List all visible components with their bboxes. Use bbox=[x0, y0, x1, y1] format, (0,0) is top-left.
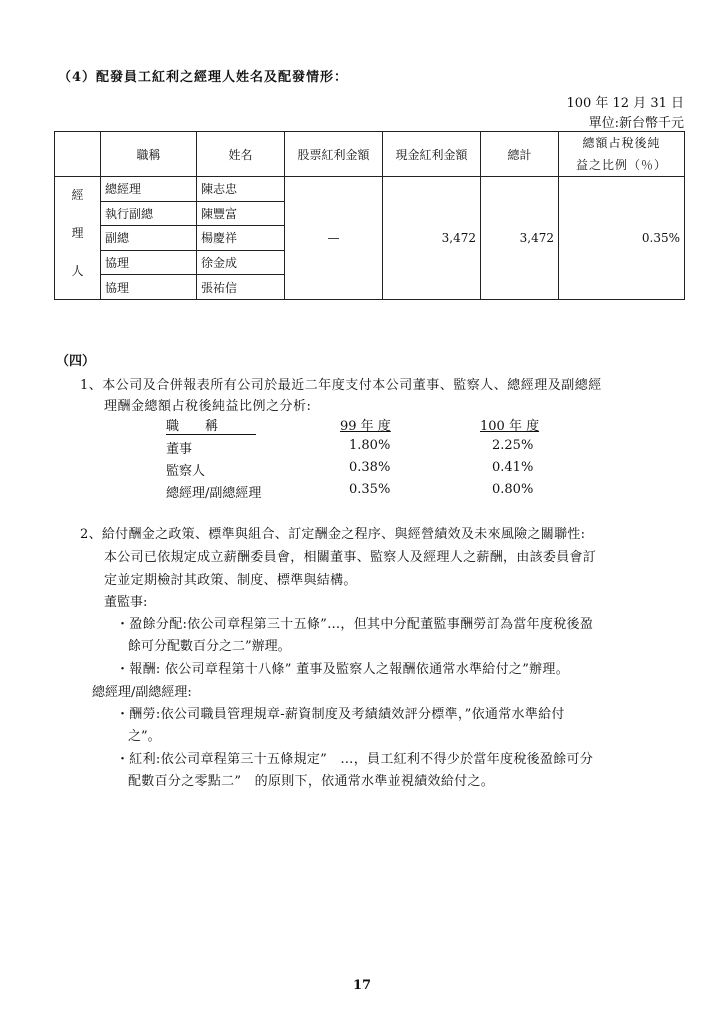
header-ratio bbox=[559, 132, 685, 177]
bonus-distribution-table bbox=[54, 131, 685, 300]
directors-label: 董監事: bbox=[104, 595, 148, 610]
managers-bonus-line2: 配數百分之零點二” 的原則下，依通常水準並視績效給付之。 bbox=[128, 774, 495, 789]
header-ratio-line2: 益之比例（％） bbox=[575, 158, 667, 172]
ratio-row-v100: 0.80% bbox=[492, 482, 534, 497]
item2-line1: 2、給付酬金之政策、標準與組合、訂定酬金之程序、與經營績效及未來風險之關聯性: bbox=[80, 527, 586, 542]
item1-line1: 1、本公司及合併報表所有公司於最近二年度支付本公司董事、監察人、總經理及副總經 bbox=[80, 378, 602, 393]
row-title: 執行副總 bbox=[101, 201, 197, 226]
row-name: 張祐信 bbox=[197, 275, 285, 300]
ratio-row-v100: 2.25% bbox=[492, 438, 534, 453]
group-char: 人 bbox=[71, 264, 84, 278]
group-char: 理 bbox=[71, 226, 84, 240]
currency-unit: 單位:新台幣千元 bbox=[588, 116, 684, 131]
table-row bbox=[55, 177, 685, 202]
ratio-col-title: 職 稱 bbox=[166, 415, 256, 435]
item1-line2: 理酬金總額占稅後純益比例之分析: bbox=[104, 399, 312, 414]
item2-line3: 定並定期檢討其政策、制度、標準與結構。 bbox=[104, 573, 357, 588]
row-title: 協理 bbox=[101, 250, 197, 275]
row-title: 總經理 bbox=[101, 177, 197, 202]
manager-group-label bbox=[55, 177, 101, 300]
header-name: 姓名 bbox=[197, 132, 285, 177]
row-name: 徐金成 bbox=[197, 250, 285, 275]
managers-bonus-line1: ・紅利:依公司章程第三十五條規定” …，員工紅利不得少於當年度稅後盈餘可分 bbox=[116, 752, 594, 767]
header-total: 總計 bbox=[481, 132, 559, 177]
header-group-cell bbox=[55, 132, 101, 177]
ratio-row-v99: 0.35% bbox=[349, 482, 391, 497]
row-name: 陳志忠 bbox=[197, 177, 285, 202]
header-ratio-line1: 總額占稅後純 bbox=[582, 136, 661, 150]
ratio-row-v100: 0.41% bbox=[492, 460, 534, 475]
report-date: 100 年 12 月 31 日 bbox=[566, 96, 684, 111]
stock-bonus-value: — bbox=[285, 177, 383, 300]
ratio-row-v99: 0.38% bbox=[349, 460, 391, 475]
ratio-col-99: 99 年 度 bbox=[340, 419, 391, 434]
row-title: 協理 bbox=[101, 275, 197, 300]
page-number: 17 bbox=[352, 978, 372, 993]
directors-earnings-line2: 餘可分配數百分之二”辦理。 bbox=[128, 639, 291, 654]
row-title: 副總 bbox=[101, 226, 197, 251]
cash-bonus-value: 3,472 bbox=[383, 177, 481, 300]
managers-pay-line2: 之”。 bbox=[128, 729, 161, 744]
section-heading: （4）配發員工紅利之經理人姓名及配發情形： bbox=[58, 70, 349, 85]
ratio-value: 0.35% bbox=[559, 177, 685, 300]
directors-pay-line1: ・報酬: 依公司章程第十八條” 董事及監察人之報酬依通常水準給付之”辦理。 bbox=[116, 662, 570, 677]
ratio-row-title: 董事 bbox=[166, 442, 193, 457]
ratio-row-v99: 1.80% bbox=[349, 438, 391, 453]
ratio-row-title: 總經理/副總經理 bbox=[166, 486, 262, 501]
managers-pay-line1: ・酬勞:依公司職員管理規章-薪資制度及考績績效評分標準，”依通常水準給付 bbox=[116, 707, 565, 722]
row-name: 楊慶祥 bbox=[197, 226, 285, 251]
managers-label: 總經理/副總經理: bbox=[92, 685, 192, 700]
total-value: 3,472 bbox=[481, 177, 559, 300]
row-name: 陳豐富 bbox=[197, 201, 285, 226]
group-char: 經 bbox=[71, 188, 84, 202]
header-cash-bonus: 現金紅利金額 bbox=[383, 132, 481, 177]
section-four-heading: （四） bbox=[56, 354, 96, 369]
item2-line2: 本公司已依規定成立薪酬委員會，相關董事、監察人及經理人之薪酬，由該委員會訂 bbox=[104, 550, 597, 565]
directors-earnings-line1: ・盈餘分配:依公司章程第三十五條”…，但其中分配董監事酬勞訂為當年度稅後盈 bbox=[116, 617, 594, 632]
ratio-col-100: 100 年 度 bbox=[480, 419, 540, 434]
header-title: 職稱 bbox=[101, 132, 197, 177]
ratio-row-title: 監察人 bbox=[166, 464, 206, 479]
header-stock-bonus: 股票紅利金額 bbox=[285, 132, 383, 177]
table-header-row bbox=[55, 132, 685, 177]
